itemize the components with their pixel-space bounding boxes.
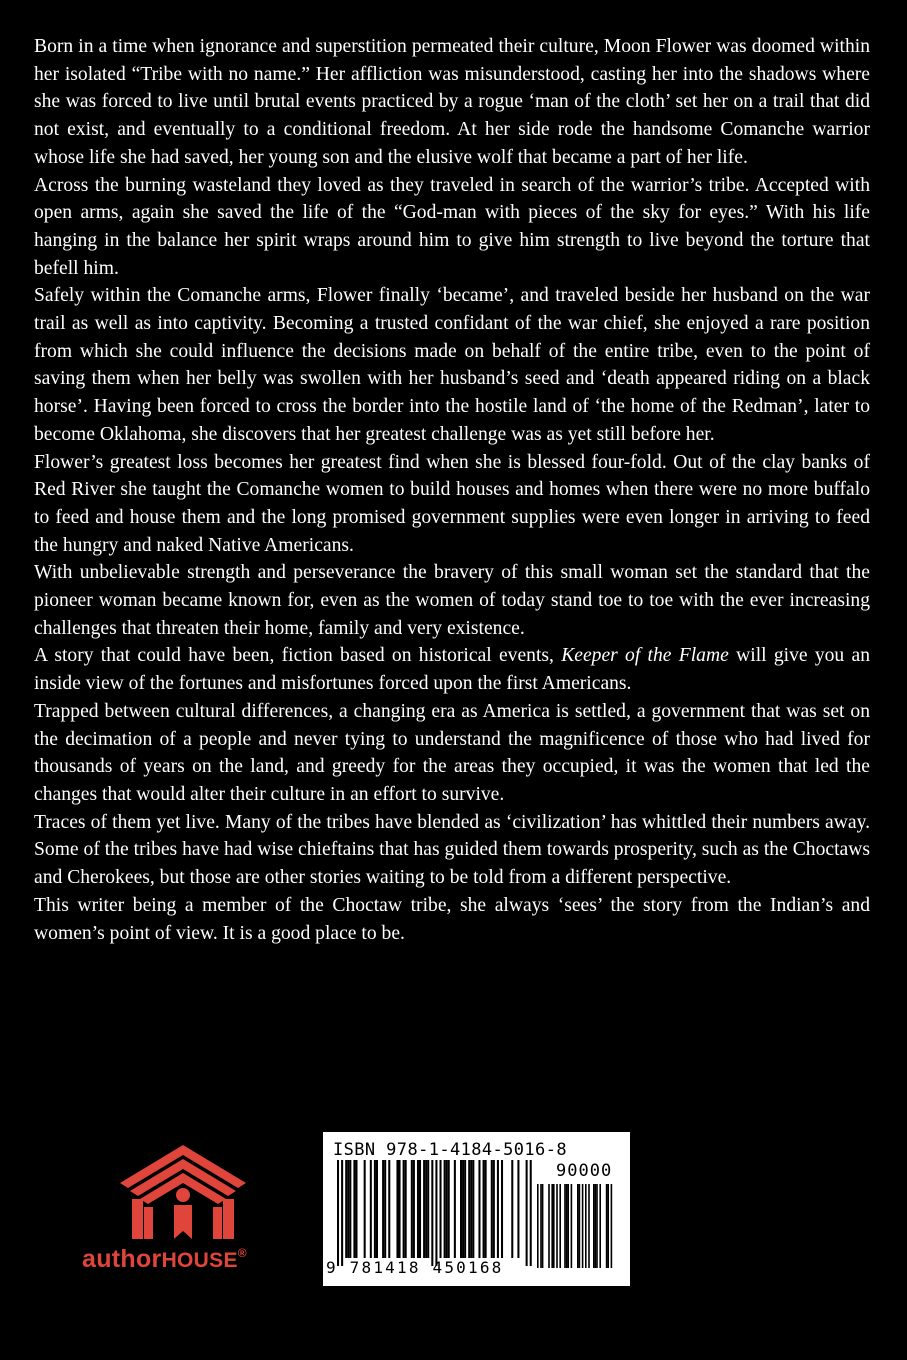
barcode-bar xyxy=(419,1160,421,1258)
blurb-paragraph-7: Trapped between cultural differences, a changing era as America is settled, a government that was set on the decimation of a people and never tying to understand the magnificence of those who had lived for thousands of years on the land, and greedy for the areas they occupied, it was the women that led the changes that would alter their culture in an effort to survive. xyxy=(34,700,870,805)
barcode-bar xyxy=(444,1160,446,1258)
barcode-bar xyxy=(382,1160,384,1258)
barcode-bar xyxy=(427,1160,429,1258)
barcode-bar xyxy=(491,1160,493,1258)
blurb-paragraph-6 xyxy=(34,642,870,697)
blurb-p6-after: will give you an inside view of the fortunes and misfortunes forced upon the first Americans. xyxy=(34,645,870,695)
barcode-bar xyxy=(374,1160,376,1258)
addon-bar xyxy=(559,1184,561,1268)
barcode-bar xyxy=(370,1160,372,1258)
barcode-bar xyxy=(364,1160,366,1258)
addon-bar xyxy=(599,1184,601,1268)
barcode-bar xyxy=(425,1160,427,1258)
barcode-bar xyxy=(501,1160,503,1258)
blurb-paragraph-2: Across the burning wasteland they loved as they traveled in search of the warrior’s tribe. Accepted with open arms, again she saved the life of the “God-man with pieces of the sky for eyes.” With his life hanging in the balance her spirit wraps around him to give him strength to live beyond the torture that befell him. xyxy=(34,174,870,279)
addon-bar xyxy=(579,1184,581,1268)
barcode-bar xyxy=(440,1160,442,1258)
addon-bar xyxy=(596,1184,598,1268)
addon-bar xyxy=(582,1184,584,1268)
barcode-bar xyxy=(483,1160,485,1258)
blurb-paragraph-5: With unbelievable strength and perseverance the bravery of this small woman set the standard that the pioneer woman became known for, even as the women of today stand toe to toe with the ever increasing challenges that threaten their home, family and very existence. xyxy=(34,562,870,639)
barcode-bar xyxy=(464,1160,466,1258)
blurb-paragraph-1: Born in a time when ignorance and superstition permeated their culture, Moon Flower was doomed within her isolated “Tribe with no name.” Her affliction was misunderstood, casting her into the shadows where she was forced to live until brutal events practiced by a rogue ‘man of the cloth’ set her on a trail that did not exist, and eventually to a conditional freedom. At her side rode the handsome Comanche warrior whose life she had saved, her young son and the elusive wolf that became a part of her life. xyxy=(34,36,870,168)
addon-bar xyxy=(540,1184,542,1268)
addon-bar xyxy=(537,1184,539,1268)
barcode-bar xyxy=(349,1160,351,1258)
addon-bar xyxy=(564,1184,566,1268)
ean-digits: 9 781418 450168 xyxy=(326,1258,504,1277)
addon-bar xyxy=(553,1184,555,1268)
barcode-bar xyxy=(462,1160,464,1258)
blurb-paragraph-8: Traces of them yet live. Many of the tribes have blended as ‘civilization’ has whittled their numbers away. Some of the tribes have had wise chieftains that has guided them towards prosperity, such as the Choctaws and Cherokees, but those are other stories waiting to be told from a different perspective. xyxy=(34,811,870,889)
blurb-paragraph-4: Flower’s greatest loss becomes her greatest find when she is blessed four-fold. Out of the clay banks of Red River she taught the Comanche women to build houses and homes when there were no more buffalo to feed and house them and the long promised government supplies were even longer in arriving to feed the hungry and naked Native Americans. xyxy=(34,451,870,556)
blurb-paragraph-3: Safely within the Comanche arms, Flower finally ‘became’, and traveled beside her husband on the war trail as well as into captivity. Becoming a trusted confidant of the war chief, she enjoyed a rare position from which she could influence the decisions made on behalf of the entire tribe, even to the point of saving them when her belly was swollen with her husband’s seed and ‘death appeared riding on a black horse’. Having been forced to cross the border into the hostile land of ‘the home of the Redman’, later to become Oklahoma, she discovers that her greatest challenge was as yet still before her. xyxy=(34,285,870,445)
barcode-bar xyxy=(384,1160,386,1258)
barcode-bar xyxy=(413,1160,415,1258)
barcode-bar xyxy=(376,1160,378,1258)
book-title: Keeper of the Flame xyxy=(561,645,729,667)
barcode-bar xyxy=(341,1160,343,1266)
addon-bar xyxy=(577,1184,579,1268)
barcode-bar xyxy=(478,1160,480,1258)
addon-bar xyxy=(606,1184,608,1268)
barcode-bar xyxy=(355,1160,357,1258)
barcode-bar xyxy=(493,1160,495,1258)
barcode-bar xyxy=(353,1160,355,1258)
barcode-bar xyxy=(388,1160,390,1258)
barcode-bar xyxy=(497,1160,499,1258)
price-code: 90000 xyxy=(556,1161,613,1181)
barcode-bar xyxy=(396,1160,398,1258)
barcode-bar xyxy=(448,1160,450,1258)
barcode-bar xyxy=(337,1160,339,1266)
authorhouse-house-icon xyxy=(118,1143,248,1243)
barcode-bar xyxy=(431,1160,433,1266)
blurb-p6-before: A story that could have been, fiction based on historical events, xyxy=(34,645,562,667)
addon-bar xyxy=(607,1184,609,1268)
barcode-bar xyxy=(472,1160,474,1258)
barcode-bar xyxy=(470,1160,472,1258)
addon-bar xyxy=(551,1184,553,1268)
barcode-bar xyxy=(411,1160,413,1258)
addon-bar xyxy=(567,1184,569,1268)
barcode-bar xyxy=(403,1160,405,1258)
addon-bar xyxy=(548,1184,550,1268)
addon-bar xyxy=(556,1184,558,1268)
barcode-bar xyxy=(405,1160,407,1258)
barcode-bar xyxy=(435,1160,437,1266)
barcode-bar xyxy=(530,1160,532,1266)
addon-bar xyxy=(585,1184,587,1268)
barcode-bar xyxy=(423,1160,425,1258)
barcode-bar xyxy=(517,1160,519,1258)
barcode-bar xyxy=(526,1160,528,1266)
barcode-bar xyxy=(511,1160,513,1258)
barcode-bar xyxy=(417,1160,419,1258)
addon-bar xyxy=(611,1184,613,1268)
back-cover-blurb xyxy=(34,33,870,947)
addon-bar xyxy=(542,1184,544,1268)
isbn-number: ISBN 978-1-4184-5016-8 xyxy=(333,1140,567,1160)
blurb-paragraph-9: This writer being a member of the Choctaw tribe, she always ‘sees’ the story from the Indian’s and women’s point of view. It is a good place to be. xyxy=(34,894,870,944)
barcode-bar xyxy=(399,1160,401,1258)
publisher-logo xyxy=(80,1143,290,1273)
barcode-bar xyxy=(446,1160,448,1258)
addon-bar xyxy=(595,1184,597,1268)
addon-bar xyxy=(588,1184,590,1268)
barcode-bar xyxy=(460,1160,462,1258)
barcode-bar xyxy=(347,1160,349,1258)
addon-bar xyxy=(566,1184,568,1268)
barcode-bar xyxy=(345,1160,347,1258)
publisher-name: authorHOUSE® xyxy=(82,1245,247,1273)
barcode-bar xyxy=(485,1160,487,1258)
barcode-bar xyxy=(454,1160,456,1258)
barcode-bar xyxy=(468,1160,470,1258)
isbn-barcode xyxy=(323,1132,630,1286)
addon-bar xyxy=(593,1184,595,1268)
addon-bar xyxy=(571,1184,573,1268)
